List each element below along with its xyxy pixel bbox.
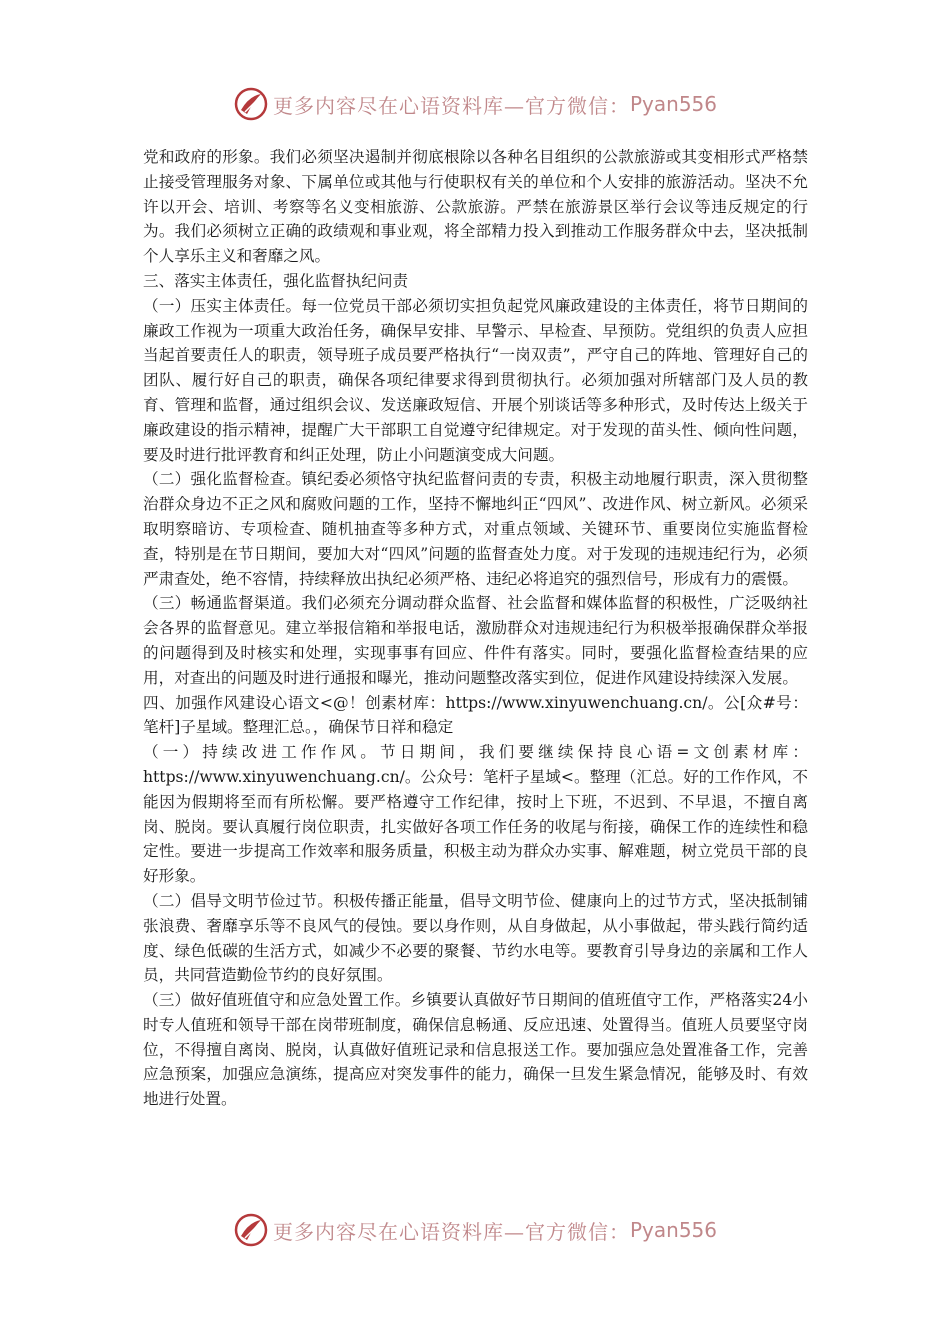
paragraph: （一）压实主体责任。每一位党员干部必须切实担负起党风廉政建设的主体责任，将节日期间的廉政工作视为一项重大政治任务，确保早安排、早警示、早检查、早预防。党组织的负责人应担当起首要责任人的职责，领导班子成员要严格执行“一岗双责”，严守自己的阵地、管理好自己的团队、履行好自己的职责，确保各项纪律要求得到贯彻执行。必须加强对所辖部门及人员的教育、管理和监督，通过组织会议、发送廉政短信、开展个别谈话等多种形式，及时传达上级关于廉政建设的指示精神，提醒广大干部职工自觉遵守纪律规定。对于发现的苗头性、倾向性问题，要及时进行批评教育和纠正处理，防止小问题演变成大问题。 xyxy=(143,296,808,464)
paragraph: （二）倡导文明节俭过节。积极传播正能量，倡导文明节俭、健康向上的过节方式，坚决抵制铺张浪费、奢靡享乐等不良风气的侵蚀。要以身作则，从自身做起，从小事做起，带头践行简约适度、绿色低碳的生活方式，如减少不必要的聚餐、节约水电等。要教育引导身边的亲属和工作人员，共同营造勤俭节约的良好氛围。 xyxy=(143,891,808,985)
paragraph: （一）持续改进工作作风。节日期间，我们要继续保持良心语=文创素材库：https://www.xinyuwenchuang.cn/。公众号：笔杆子星域<。整理（汇总。好的工作作风，不能因为假期将至而有所松懈。要严格遵守工作纪律，按时上下班，不迟到、不早退，不擅自离岗、脱岗。要认真履行岗位职责，扎实做好各项工作任务的收尾与衔接，确保工作的连续性和稳定性。要进一步提高工作效率和服务质量，积极主动为群众办实事、解难题，树立党员干部的良好形象。 xyxy=(143,743,808,886)
paragraph: 党和政府的形象。我们必须坚决遏制并彻底根除以各种名目组织的公款旅游或其变相形式严格禁止接受管理服务对象、下属单位或其他与行使职权有关的单位和个人安排的旅游活动。坚决不允许以开会、培训、考察等名义变相旅游、公款旅游。严禁在旅游景区举行会议等违反规定的行为。我们必须树立正确的政绩观和事业观，将全部精力投入到推动工作服务群众中去，坚决抵制个人享乐主义和奢靡之风。 xyxy=(143,148,808,266)
banner-wechat-id: Pyan556 xyxy=(629,1218,717,1242)
banner-wechat-id: Pyan556 xyxy=(629,92,717,116)
banner-text: 更多内容尽在心语资料库—官方微信： xyxy=(272,93,630,118)
header-watermark-banner xyxy=(0,82,950,126)
section-heading: 四、加强作风建设心语文<@！创素材库：https://www.xinyuwenchuang.cn/。公[众#号：笔杆]子星域。整理汇总。，确保节日祥和稳定 xyxy=(143,693,808,737)
paragraph: （三）畅通监督渠道。我们必须充分调动群众监督、社会监督和媒体监督的积极性，广泛吸纳社会各界的监督意见。建立举报信箱和举报电话，激励群众对违规违纪行为积极举报确保群众举报的问题得到及时核实和处理，实现事事有回应、件件有落实。同时，要强化监督检查结果的应用，对查出的问题及时进行通报和曝光，推动问题整改落实到位，促进作风建设持续深入发展。 xyxy=(143,594,808,687)
document-body xyxy=(143,145,808,1112)
brand-logo-icon xyxy=(233,1212,269,1248)
banner-text: 更多内容尽在心语资料库—官方微信： xyxy=(272,1219,630,1244)
paragraph: （三）做好值班值守和应急处置工作。乡镇要认真做好节日期间的值班值守工作，严格落实24小时专人值班和领导干部在岗带班制度，确保信息畅通、反应迅速、处置得当。值班人员要坚守岗位，不得擅自离岗、脱岗，认真做好值班记录和信息报送工作。要加强应急处置准备工作，完善应急预案，加强应急演练，提高应对突发事件的能力，确保一旦发生紧急情况，能够及时、有效地进行处置。 xyxy=(143,991,808,1109)
section-heading: 三、落实主体责任，强化监督执纪问责 xyxy=(143,271,409,290)
footer-watermark-banner xyxy=(0,1208,950,1252)
paragraph: （二）强化监督检查。镇纪委必须恪守执纪监督问责的专责，积极主动地履行职责，深入贯彻整治群众身边不正之风和腐败问题的工作，坚持不懈地纠正“四风”、改进作风、树立新风。必须采取明察暗访、专项检查、随机抽查等多种方式，对重点领域、关键环节、重要岗位实施监督检查，特别是在节日期间，要加大对“四风”问题的监督查处力度。对于发现的违规违纪行为，必须严肃查处，绝不容情，持续释放出执纪必须严格、违纪必将追究的强烈信号，形成有力的震慑。 xyxy=(143,470,808,588)
brand-logo-icon xyxy=(233,86,269,122)
